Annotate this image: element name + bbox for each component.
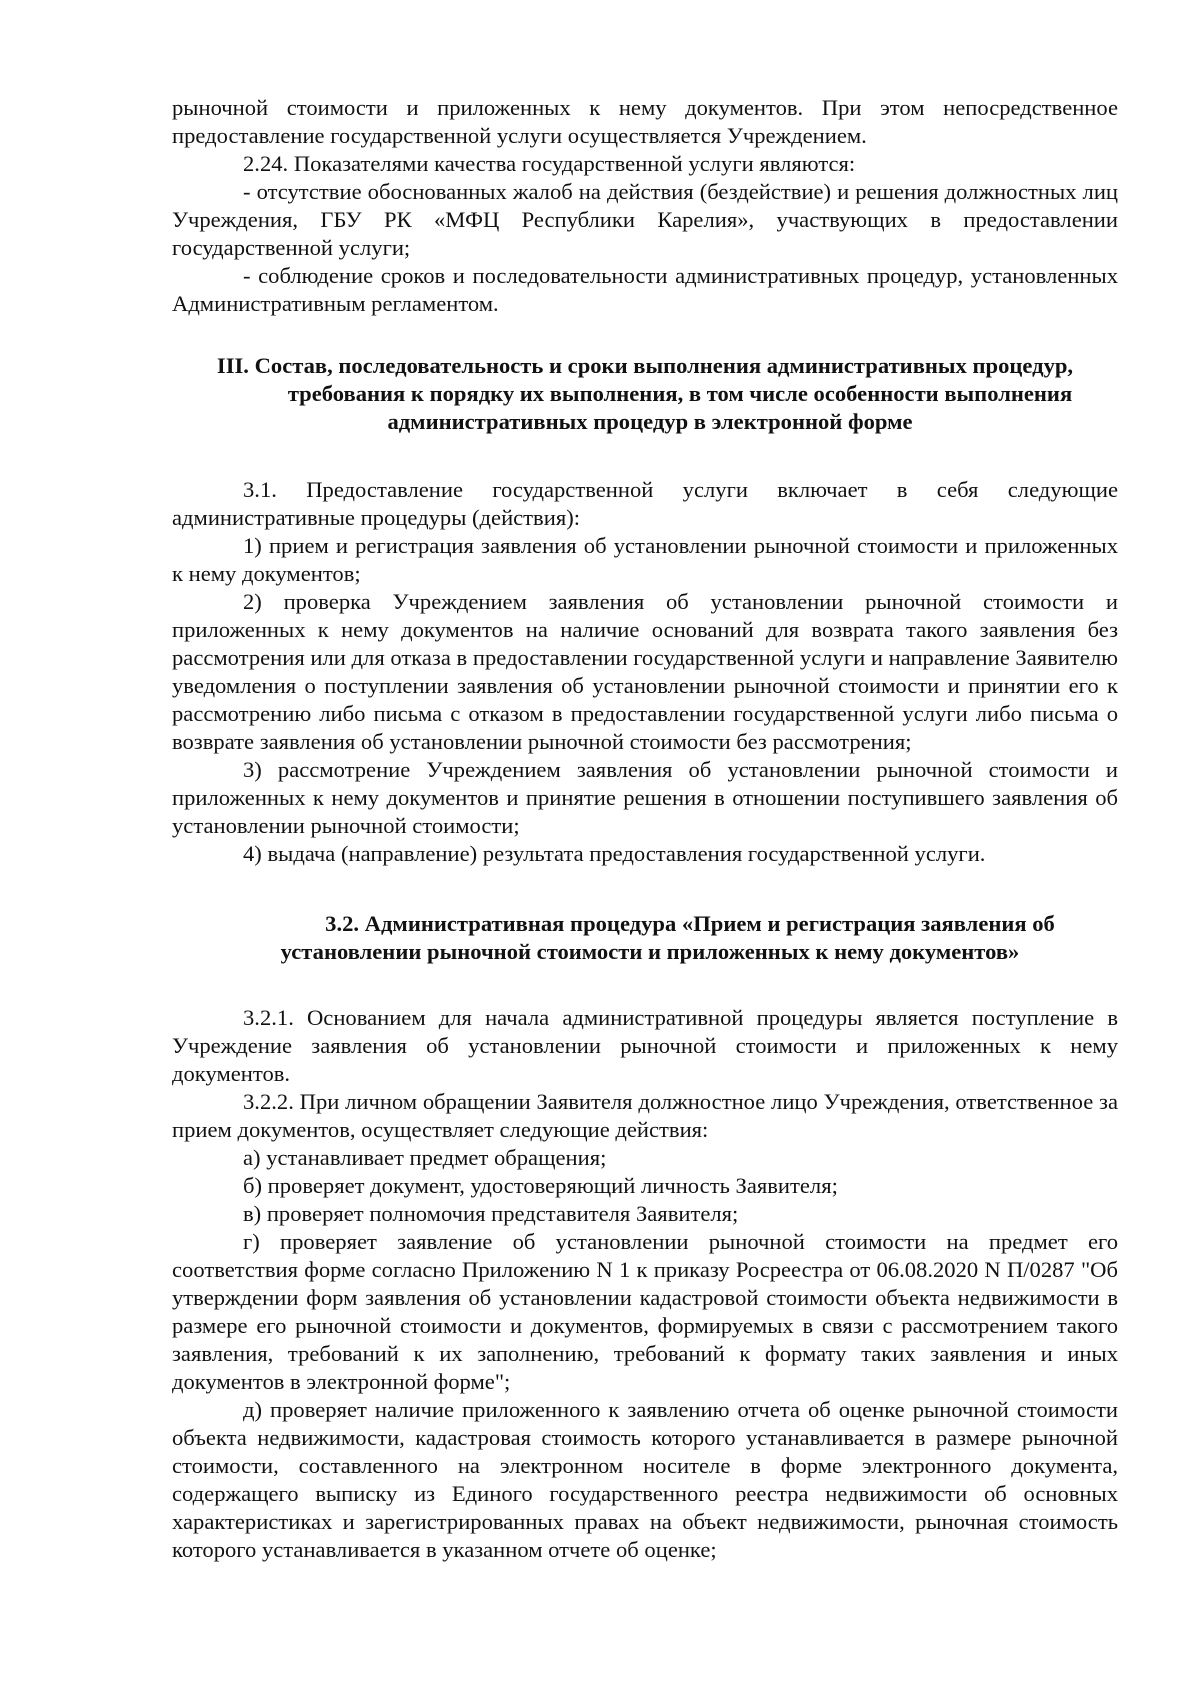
paragraph-3-2-2-b: б) проверяет документ, удостоверяющий личность Заявителя; xyxy=(243,1173,838,1198)
paragraph-3-2-2-a: а) устанавливает предмет обращения; xyxy=(243,1145,607,1170)
section-3-2-heading-line-1: 3.2. Административная процедура «Прием и регистрация заявления об xyxy=(325,911,1055,936)
section-3-heading-line-1: III. Состав, последовательность и сроки выполнения административных процедур, xyxy=(216,353,1074,378)
paragraph-3-2-2: 3.2.2. При личном обращении Заявителя должностное лицо Учреждения, ответственное за прием документов, осуществляет следующие действия: xyxy=(172,1089,1118,1142)
paragraph-2-24-item-1: - отсутствие обоснованных жалоб на действия (бездействие) и решения должностных лиц Учреждения, ГБУ РК «МФЦ Республики Карелия», участвующих в предоставлении государственной услуги; xyxy=(172,179,1118,260)
document-page xyxy=(172,94,1118,1564)
section-3-2-heading xyxy=(172,910,1118,966)
section-3-heading xyxy=(172,352,1118,436)
paragraph-3-2-2-v: в) проверяет полномочия представителя Заявителя; xyxy=(243,1201,739,1226)
paragraph-3-2-2-g: г) проверяет заявление об установлении рыночной стоимости на предмет его соответствия форме согласно Приложению N 1 к приказу Росреестра от 06.08.2020 N П/0287 "Об утверждении форм заявления об установлении кадастровой стоимости объекта недвижимости в размере его рыночной стоимости и документов, формируемых в связи с рассмотрением такого заявления, требований к их заполнению, требований к формату таких заявления и иных документов в электронной форме"; xyxy=(172,1229,1118,1394)
paragraph-3-1: 3.1. Предоставление государственной услуги включает в себя следующие административные процедуры (действия): xyxy=(172,477,1118,530)
paragraph-continuation: рыночной стоимости и приложенных к нему документов. При этом непосредственное предоставление государственной услуги осуществляется Учреждением. xyxy=(172,95,1118,148)
paragraph-3-2-2-d: д) проверяет наличие приложенного к заявлению отчета об оценке рыночной стоимости объекта недвижимости, кадастровая стоимость которого устанавливается в размере рыночной стоимости, составленного на электронном носителе в форме электронного документа, содержащего выписку из Единого государственного реестра недвижимости об основных характеристиках и зарегистрированных правах на объект недвижимости, рыночная стоимость которого устанавливается в указанном отчете об оценке; xyxy=(172,1397,1118,1562)
section-3-2-heading-line-2: установлении рыночной стоимости и приложенных к нему документов» xyxy=(280,939,1020,964)
paragraph-2-24-item-2: - соблюдение сроков и последовательности административных процедур, установленных Административным регламентом. xyxy=(172,263,1118,316)
paragraph-3-2-1: 3.2.1. Основанием для начала административной процедуры является поступление в Учреждение заявления об установлении рыночной стоимости и приложенных к нему документов. xyxy=(172,1005,1118,1086)
paragraph-3-1-item-3: 3) рассмотрение Учреждением заявления об установлении рыночной стоимости и приложенных к нему документов и принятие решения в отношении поступившего заявления об установлении рыночной стоимости; xyxy=(172,757,1118,838)
paragraph-2-24: 2.24. Показателями качества государственной услуги являются: xyxy=(243,151,856,176)
paragraph-3-1-item-1: 1) прием и регистрация заявления об установлении рыночной стоимости и приложенных к нему документов; xyxy=(172,533,1118,586)
section-3-heading-line-3: административных процедур в электронной форме xyxy=(387,409,913,434)
section-3-heading-line-2: требования к порядку их выполнения, в том числе особенности выполнения xyxy=(287,381,1073,406)
paragraph-3-1-item-4: 4) выдача (направление) результата предоставления государственной услуги. xyxy=(243,841,986,866)
paragraph-3-1-item-2: 2) проверка Учреждением заявления об установлении рыночной стоимости и приложенных к нему документов на наличие оснований для возврата такого заявления без рассмотрения или для отказа в предоставлении государственной услуги и направление Заявителю уведомления о поступлении заявления об установлении рыночной стоимости и принятии его к рассмотрению либо письма с отказом в предоставлении государственной услуги либо письма о возврате заявления об установлении рыночной стоимости без рассмотрения; xyxy=(172,589,1118,754)
